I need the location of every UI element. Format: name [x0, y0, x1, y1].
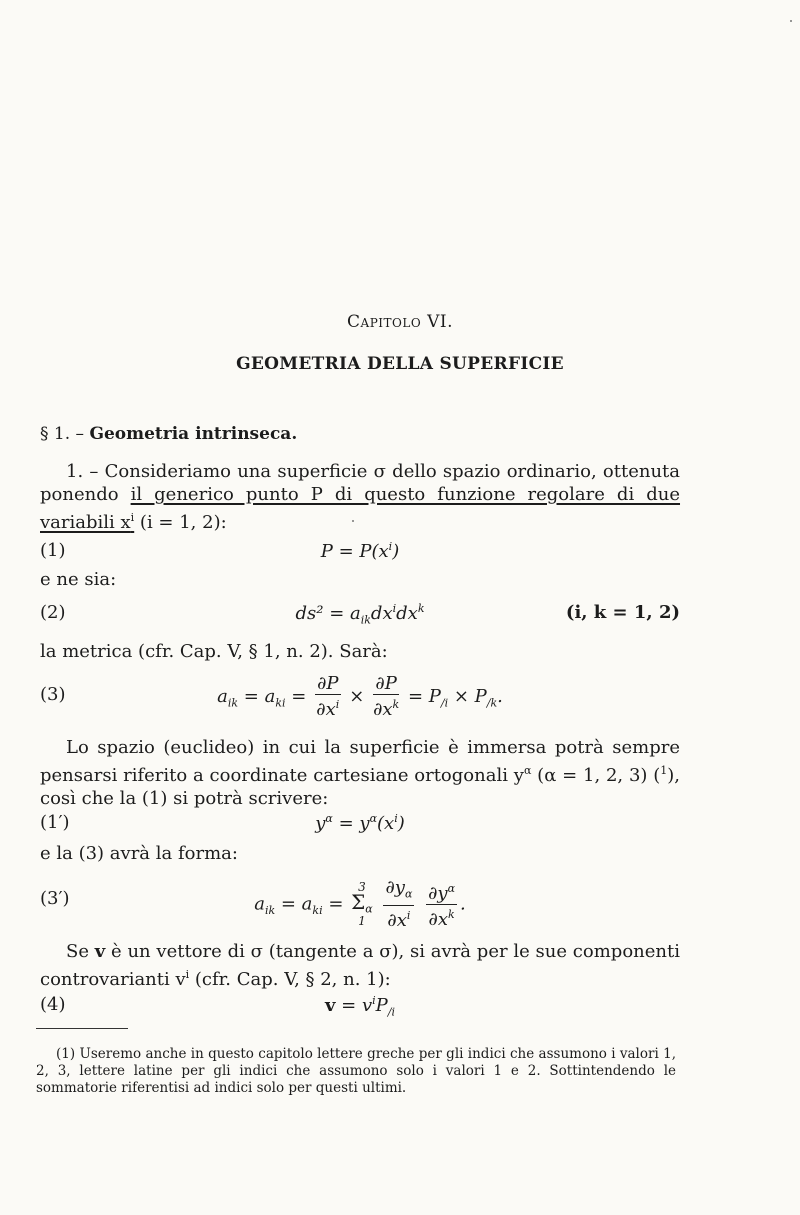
- chapter-label: Capitolo VI.: [347, 312, 453, 332]
- equation-1: (1) $P = P(x^i)$: [40, 540, 400, 562]
- footnote-rule: [36, 1028, 128, 1029]
- ink-speck: [352, 520, 354, 522]
- paragraph-1: 1. – Consideriamo una superficie σ dello spazio ordinario, ottenuta ponendo il generico punto P di questo funzione regolare di due variabili $x^i$ (i = 1, 2):: [40, 461, 681, 533]
- equation-4: (4) $v = v^iP_{/i}$: [40, 994, 396, 1019]
- section-heading: § 1. – Geometria intrinseca.: [40, 424, 298, 444]
- text-forma: e la (3) avrà la forma:: [40, 843, 238, 864]
- equation-3-prime: (3′) $a_{ik} = a_{ki}$ = 3 $\Sigma_\alpha$ 1 $\frac{\partial y_\alpha}{\partial x^i}$ $\frac{\partial y^\alpha}{\partial x^k}$ .: [40, 877, 466, 931]
- equation-1-prime: (1′) $y^\alpha = y^\alpha(x^i)$: [40, 812, 405, 834]
- chapter-title: GEOMETRIA DELLA SUPERFICIE: [236, 354, 564, 374]
- text-ne-sia: e ne sia:: [40, 569, 117, 590]
- equation-2: (2) $ds^2 = a_{ik}dx^idx^k$ (i, k = 1, 2): [40, 602, 680, 627]
- equation-3: (3) $a_{ik} = a_{ki}$ = $\frac{\partial P}{\partial x^i}$ × $\frac{\partial P}{\partial x^k}$ = $P_{/i} \times P_{/k}$.: [40, 673, 503, 720]
- footnote: (1) Useremo anche in questo capitolo lettere greche per gli indici che assumono i valori 1, 2, 3, lettere latine per gli indici che assumono solo i valori 1 e 2. Sottintendendo le sommatorie riferentisi ad indici solo per questi ultimi.: [36, 1046, 676, 1096]
- paragraph-2: Lo spazio (euclideo) in cui la superficie è immersa potrà sempre pensarsi riferito a coordinate cartesiane ortogonali $y^\alpha$ (α = 1, 2, 3) ($^1$), così che la (1) si potrà scrivere:: [40, 737, 680, 809]
- ink-speck: [790, 20, 792, 22]
- paragraph-3: Se v è un vettore di σ (tangente a σ), si avrà per le sue componenti controvarianti $v^i$ (cfr. Cap. V, § 2, n. 1):: [40, 941, 680, 990]
- text-metrica: la metrica (cfr. Cap. V, § 1, n. 2). Sarà:: [40, 641, 388, 662]
